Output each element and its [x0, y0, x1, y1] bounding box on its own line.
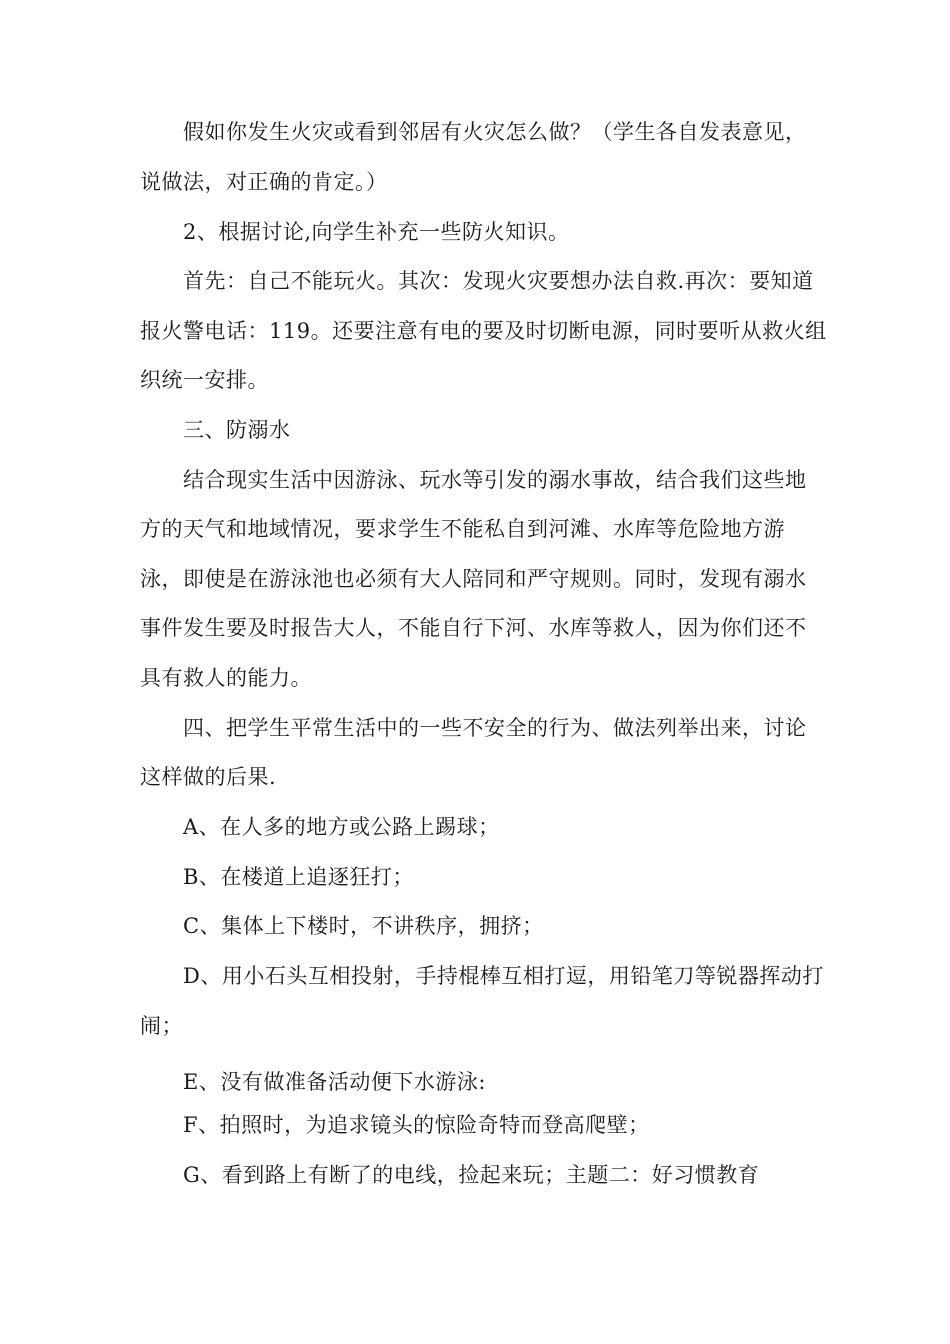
- list-item-c: C、集体上下楼时，不讲秩序，拥挤；: [183, 914, 544, 938]
- paragraph-drowning-line-5: 具有救人的能力。: [140, 666, 312, 690]
- paragraph-unsafe-behaviors-line-2: 这样做的后果.: [140, 765, 277, 789]
- paragraph-fire-knowledge-line-1: 首先：自己不能玩火。其次：发现火灾要想办法自救.再次：要知道: [183, 269, 814, 293]
- paragraph-drowning-line-4: 事件发生要及时报告大人，不能自行下河、水库等救人，因为你们还不: [140, 616, 807, 640]
- paragraph-fire-knowledge-line-3: 织统一安排。: [140, 368, 269, 392]
- paragraph-drowning-line-3: 泳，即使是在游泳池也必须有大人陪同和严守规则。同时，发现有溺水: [140, 567, 807, 591]
- list-item-a: A、在人多的地方或公路上踢球；: [183, 815, 500, 839]
- list-item-d-line-2: 闹；: [140, 1014, 183, 1038]
- paragraph-fire-question-line-2: 说做法，对正确的肯定。）: [140, 170, 388, 194]
- list-item-e: E、没有做准备活动便下水游泳:: [183, 1070, 486, 1094]
- paragraph-fire-knowledge-intro-line-1: 2、根据讨论,向学生补充一些防火知识。: [183, 220, 570, 244]
- list-item-g: G、看到路上有断了的电线，捡起来玩；主题二：好习惯教育: [183, 1163, 760, 1187]
- paragraph-fire-knowledge-line-2: 报火警电话：119。还要注意有电的要及时切断电源，同时要听从救火组: [140, 319, 827, 343]
- paragraph-drowning-line-2: 方的天气和地域情况，要求学生不能私自到河滩、水库等危险地方游: [140, 517, 785, 541]
- list-item-f: F、拍照时，为追求镜头的惊险奇特而登高爬壁；: [183, 1113, 650, 1137]
- section-heading-drowning: 三、防溺水: [183, 418, 291, 442]
- paragraph-drowning-line-1: 结合现实生活中因游泳、玩水等引发的溺水事故，结合我们这些地: [183, 468, 807, 492]
- list-item-b: B、在楼道上追逐狂打；: [183, 865, 414, 889]
- paragraph-unsafe-behaviors-line-1: 四、把学生平常生活中的一些不安全的行为、做法列举出来，讨论: [183, 716, 807, 740]
- list-item-d-line-1: D、用小石头互相投射，手持棍棒互相打逗，用铅笔刀等锐器挥动打: [183, 964, 824, 988]
- paragraph-fire-question-line-1: 假如你发生火灾或看到邻居有火灾怎么做？（学生各自发表意见，: [183, 120, 807, 144]
